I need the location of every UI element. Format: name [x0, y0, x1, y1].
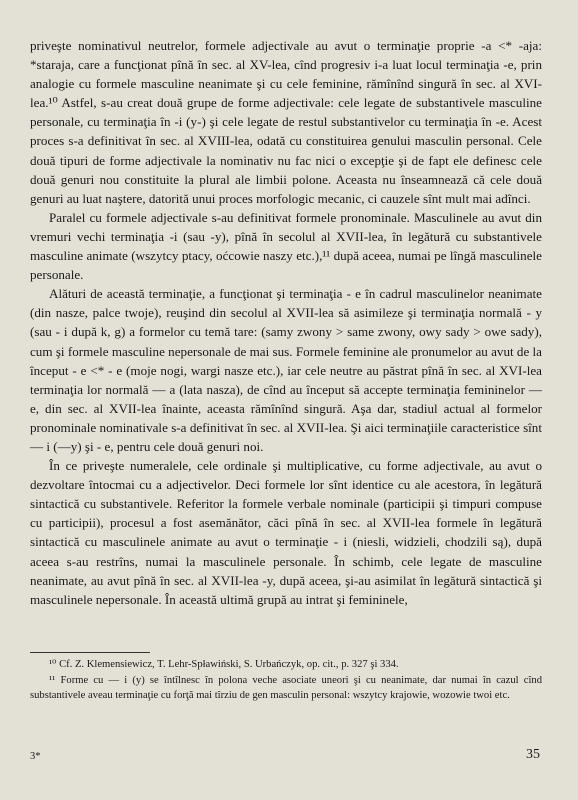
- paragraph-4: În ce priveşte numeralele, cele ordinale şi multiplicative, cu forme adjectivale, au avut o dezvoltare întocmai cu a adjectivelor. Deci formele lor sînt identice cu ale acestora, în legătură sintactică cu substantivele. Referitor la formele verbale nominale (participii şi timpuri compuse cu participii), procesul a fost asemănător, căci pînă în sec. al XVII-lea formele în legătură sintactică cu masculinele animate au avut o terminaţie - i (niesli, widzieli, chodzili są), după aceea s-au restrîns, numai la masculinele personale. În schimb, cele legate de masculine neanimate, au avut pînă în sec. al XVII-lea -y, după aceea, şi-au asimilat în legătură sintactică şi masculinele nepersonale. În această ultimă grupă au intrat şi femininele,: [30, 458, 542, 607]
- footnote-separator: [30, 652, 150, 653]
- main-text: [30, 36, 542, 609]
- footnote-10: ¹⁰ Cf. Z. Klemensiewicz, T. Lehr-Spławiński, S. Urbańczyk, op. cit., p. 327 şi 334.: [49, 659, 399, 670]
- footnote-11: ¹¹ Forme cu — i (y) se întîlnesc în polona veche asociate uneori şi cu neanimate, dar numai în cazul cînd substantivele aveau terminaţie cu forţă mai tîrziu de gen masculin personal: wszytcy krajowie, wozowie twoi etc.: [30, 674, 542, 702]
- footnotes: [30, 657, 542, 704]
- paragraph-2: Paralel cu formele adjectivale s-au definitivat formele pronominale. Masculinele au avut din vremuri vechi terminaţia -i (sau -y), pînă în secolul al XVII-lea, în legătură cu substantivele masculine animate (wszytcy ptacy, oćcowie naszy etc.),¹¹ după aceea, numai pe lîngă masculinele personale.: [30, 209, 542, 283]
- page-number: 35: [526, 747, 540, 762]
- signature-mark: 3*: [30, 751, 41, 762]
- paragraph-1: priveşte nominativul neutrelor, formele adjectivale au avut o terminaţie proprie -a <* -aja: *staraja, care a funcţionat pînă în sec. al XV-lea, cînd progresiv i-a luat locul terminaţia -e, prin analogie cu formele masculine neanimate şi cu cele feminine, rămînînd singură în sec. al XVI-lea.¹⁰ Astfel, s-au creat două grupe de forme adjectivale: cele legate de substantivele masculine personale, cu terminaţia în -i (y-) şi cele legate de restul substantivelor cu terminaţia în -e. Acest proces s-a definitivat în sec. al XVIII-lea, odată cu constituirea genului masculin personal. Cele două tipuri de forme adjectivale la nominativ nu fac nici o excepţie şi de fapt ele definesc cele două genuri nou constituite la plural ale limbii polone. Aceasta nu înseamnează că cele două genuri au luat naştere, datorită unui proces morfologic mecanic, ci cauzele sînt mult mai adînci.: [30, 38, 542, 206]
- paragraph-3: Alături de această terminaţie, a funcţionat şi terminaţia - e în cadrul masculinelor neanimate (din nasze, palce twoje), reuşind din secolul al XVII-lea să asimileze şi terminaţia normală - y (sau - i după k, g) a formelor cu temă tare: (samy zwony > same zwony, owy sady > owe sady), cum şi formele masculine nepersonale de mai sus. Formele feminine ale pronumelor au avut de la început - e <* - e (moje nogi, wargi nasze etc.), iar cele neutre au păstrat pînă în sec. al XVI-lea terminaţia lor normală — a (lata nasza), de cînd au început să accepte terminaţia femininelor — e, din sec. al XVII-lea înainte, aceasta rămînînd singură. Aşa dar, stadiul actual al formelor pronominale nominativale s-a definitivat în sec. al XVII-lea. Şi aici terminaţiile caracteristice sînt — i (—y) şi - e, pentru cele două genuri noi.: [30, 286, 542, 454]
